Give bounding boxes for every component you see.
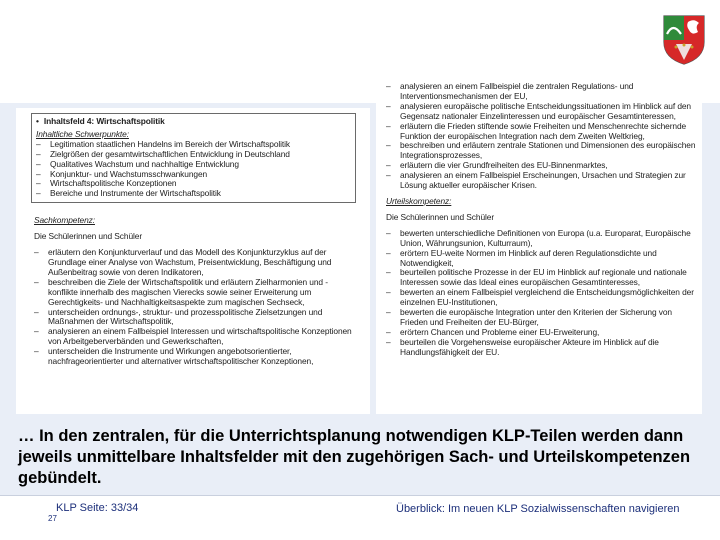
list-item: – unterscheiden ordnungs-, struktur- und prozesspolitische Zielsetzungen und Maßnahmen der Wirtschaftspolitik, [34, 308, 356, 328]
curriculum-excerpt-right [376, 78, 702, 414]
urteilskompetenz-list [386, 229, 698, 358]
bullet-icon: • [36, 116, 39, 126]
urteilskompetenz-intro: Die Schülerinnen und Schüler [386, 211, 495, 222]
list-item: – bewerten an einem Fallbeispiel vergleichend die Entscheidungsmöglichkeiten der einzelnen EU-Institutionen, [386, 288, 698, 308]
curriculum-excerpt-left [16, 108, 370, 414]
sachkompetenz-list [34, 248, 356, 367]
slide-caption: … In den zentralen, für die Unterrichtsplanung notwendigen KLP-Teilen werden dann jeweils unmittelbare Inhaltsfelder mit den zugehörigen Sach- und Urteilskompetenzen gebündelt. [18, 427, 691, 487]
sachkompetenz-heading: Sachkompetenz: [34, 215, 95, 226]
schwerpunkte-list [36, 140, 351, 199]
sachkompetenz-intro: Die Schülerinnen und Schüler [34, 231, 143, 242]
list-item: – analysieren an einem Fallbeispiel Interessen und wirtschaftspolitische Konzeptionen von Arbeitgeberverbänden und Gewerkschaften, [34, 327, 356, 347]
list-item: – Zielgrößen der gesamtwirtschaftlichen Entwicklung in Deutschland [36, 150, 351, 160]
list-item: – erörtern Chancen und Probleme einer EU-Erweiterung, [386, 328, 698, 338]
list-item: – Bereiche und Instrumente der Wirtschaftspolitik [36, 189, 351, 199]
urteilskompetenz-heading: Urteilskompetenz: [386, 195, 452, 206]
list-item: – erläutern den Konjunkturverlauf und das Modell des Konjunkturzyklus auf der Grundlage einer Analyse von Wachstum, Preisentwicklung, Beschäftigung und Außenbeitrag sowie von deren Indikatoren, [34, 248, 356, 278]
list-item: – analysieren an einem Fallbeispiel Erscheinungen, Ursachen und Strategien zur Lösung aktueller europäischer Krisen. [386, 171, 698, 191]
inhaltsfeld-box [31, 113, 356, 203]
list-item: – erläutern die Frieden stiftende sowie Freiheiten und Menschenrechte sichernde Funktion der europäischen Integration nach dem Zweiten Weltkrieg, [386, 122, 698, 142]
list-item: – beschreiben die Ziele der Wirtschaftspolitik und erläutern Zielharmonien und -konflikte innerhalb des magischen Vierecks sowie seiner Erweiterung um Gerechtigkeits- und Nachhaltigkeitsaspekte zum magischen Sechseck, [34, 278, 356, 308]
list-item: – analysieren europäische politische Entscheidungssituationen im Hinblick auf den Gegensatz nationaler Einzelinteressen und europäischer Gesamtinteressen, [386, 102, 698, 122]
list-item: – bewerten unterschiedliche Definitionen von Europa (u.a. Europarat, Europäische Union, Währungsunion, Kulturraum), [386, 229, 698, 249]
list-item: – Qualitatives Wachstum und nachhaltige Entwicklung [36, 160, 351, 170]
list-item: – beschreiben und erläutern zentrale Stationen und Dimensionen des europäischen Integrationsprozesses, [386, 141, 698, 161]
footer-title: Überblick: Im neuen KLP Sozialwissenschaften navigieren [396, 503, 680, 515]
nrw-coat-of-arms-icon [662, 14, 706, 66]
list-item: – erörtern EU-weite Normen im Hinblick auf deren Regulationsdichte und Notwendigkeit, [386, 249, 698, 269]
list-item: – Legitimation staatlichen Handelns im Bereich der Wirtschaftspolitik [36, 140, 351, 150]
list-item: – erläutern die vier Grundfreiheiten des EU-Binnenmarktes, [386, 161, 698, 171]
list-item: – beurteilen die Vorgehensweise europäischer Akteure im Hinblick auf die Handlungsfähigkeit der EU. [386, 338, 698, 358]
list-item: – Konjunktur- und Wachstumsschwankungen [36, 170, 351, 180]
list-item: – bewerten die europäische Integration unter den Kriterien der Sicherung von Frieden und Freiheiten der EU-Bürger, [386, 308, 698, 328]
inhaltsfeld-title: • Inhaltsfeld 4: Wirtschaftspolitik [36, 116, 165, 126]
footer-divider [0, 495, 720, 496]
list-item: – Wirtschaftspolitische Konzeptionen [36, 179, 351, 189]
list-item: – analysieren an einem Fallbeispiel die zentralen Regulations- und Interventionsmechanismen der EU, [386, 82, 698, 102]
schwerpunkte-heading: Inhaltliche Schwerpunkte: [36, 128, 129, 139]
slide-number: 27 [48, 514, 57, 523]
klp-page-reference: KLP Seite: 33/34 [56, 502, 139, 514]
sachkompetenz-list-continued [386, 82, 698, 191]
list-item: – beurteilen politische Prozesse in der EU im Hinblick auf regionale und nationale Interessen sowie das Ideal eines europäischen Gesamtinteresses, [386, 268, 698, 288]
list-item: – unterscheiden die Instrumente und Wirkungen angebotsorientierter, nachfrageorientierter und alternativer wirtschaftspolitischer Konzeptionen, [34, 347, 356, 367]
